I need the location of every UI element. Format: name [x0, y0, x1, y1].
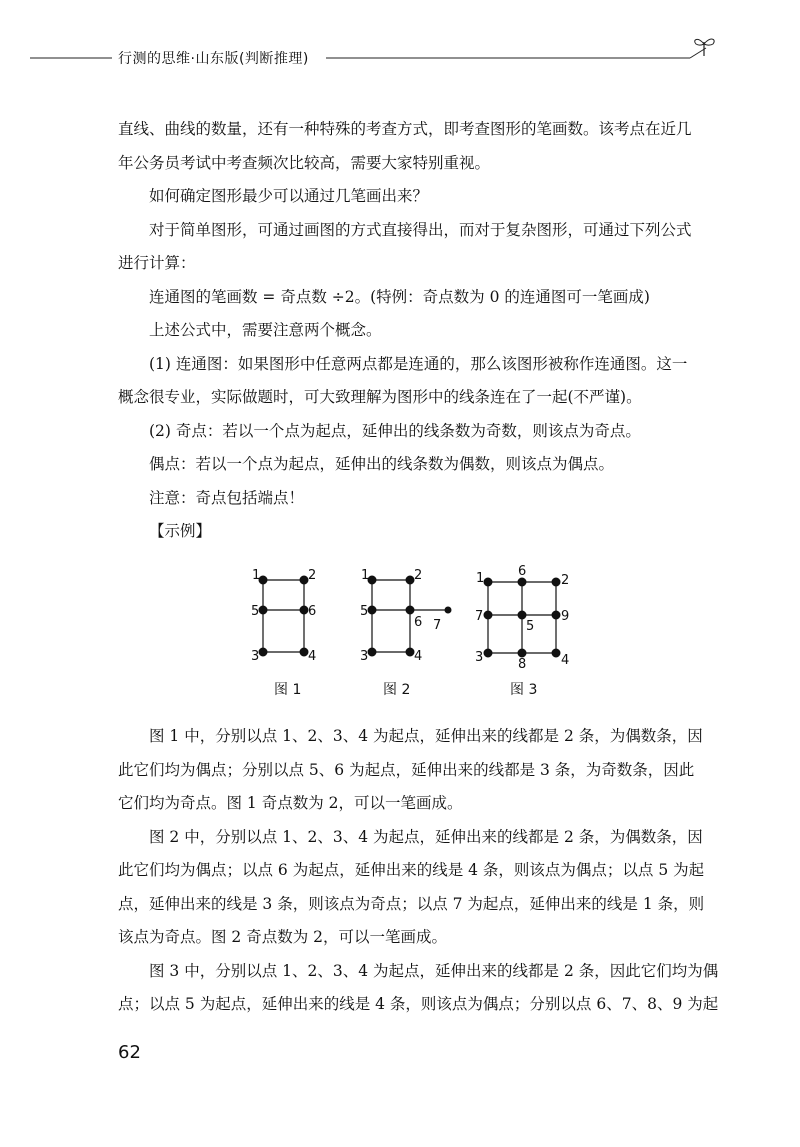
paragraph-line: 图 3 中，分别以点 1、2、3、4 为起点，延伸出来的线都是 2 条，因此它们均为偶	[149, 961, 719, 980]
node	[552, 578, 560, 586]
node-label: 4	[561, 653, 570, 668]
node-label: 5	[526, 619, 535, 634]
node-label: 6	[308, 604, 317, 619]
node	[259, 606, 267, 614]
node-label: 7	[433, 618, 442, 633]
node-label: 2	[414, 568, 423, 583]
header-title: 行测的思维·山东版(判断推理)	[118, 51, 309, 67]
node-label: 3	[475, 650, 484, 665]
node-label: 6	[518, 564, 527, 579]
node-label: 4	[308, 649, 317, 664]
node-label: 2	[308, 568, 317, 583]
node	[368, 606, 376, 614]
paragraph-line: 进行计算：	[118, 254, 196, 272]
node	[518, 611, 526, 619]
node	[552, 649, 560, 657]
figure-2	[360, 568, 451, 698]
paragraph-line: 该点为奇点。图 2 奇点数为 2，可以一笔画成。	[118, 928, 448, 946]
node-label: 1	[252, 568, 261, 583]
node	[406, 606, 414, 614]
figure-3	[475, 564, 569, 698]
paragraph-line: (2) 奇点：若以一个点为起点，延伸出的线条数为奇数，则该点为奇点。	[149, 421, 641, 440]
node-label: 9	[561, 609, 570, 624]
page-number: 62	[118, 1042, 141, 1063]
figure-1	[251, 568, 316, 698]
node	[259, 648, 267, 656]
running-header	[0, 40, 800, 80]
paragraph-line: 图 1 中，分别以点 1、2、3、4 为起点，延伸出来的线都是 2 条，为偶数条，因	[149, 727, 703, 745]
node	[484, 611, 492, 619]
paragraph-line: 图 2 中，分别以点 1、2、3、4 为起点，延伸出来的线都是 2 条，为偶数条，因	[149, 827, 703, 846]
body-text-bottom	[118, 720, 718, 1022]
paragraph-line: 此它们均为偶点；分别以点 5、6 为起点，延伸出来的线都是 3 条，为奇数条，因此	[118, 760, 695, 779]
node-label: 1	[361, 568, 370, 583]
paragraph-line: 点；以点 5 为起点，延伸出来的线是 4 条，则该点为偶点；分别以点 6、7、8、9 为起	[118, 995, 719, 1013]
node-label: 5	[360, 604, 369, 619]
node	[300, 606, 308, 614]
node-label: 5	[251, 604, 260, 619]
paragraph-line: 点，延伸出来的线是 3 条，则该点为奇点；以点 7 为起点，延伸出来的线是 1 条，则	[118, 894, 705, 913]
paragraph-line: 它们均为奇点。图 1 奇点数为 2，可以一笔画成。	[118, 794, 463, 812]
node-label: 6	[414, 615, 423, 630]
node	[518, 578, 526, 586]
node-label: 4	[414, 649, 423, 664]
paragraph-line: 年公务员考试中考查频次比较高，需要大家特别重视。	[118, 153, 491, 172]
formula-line: 连通图的笔画数 = 奇点数 ÷2。(特例：奇点数为 0 的连通图可一笔画成)	[149, 287, 650, 306]
node	[406, 648, 414, 656]
sprout-icon	[690, 34, 720, 58]
node	[368, 648, 376, 656]
body-text-top	[118, 113, 718, 549]
paragraph-line: 对于简单图形，可通过画图的方式直接得出，而对于复杂图形，可通过下列公式	[149, 220, 692, 239]
node	[484, 649, 492, 657]
node	[552, 611, 560, 619]
paragraph-line: 上述公式中，需要注意两个概念。	[149, 321, 382, 339]
figure-caption: 图 1	[274, 682, 302, 698]
node	[406, 576, 414, 584]
node-label: 3	[251, 649, 260, 664]
node	[300, 648, 308, 656]
example-heading: 【示例】	[149, 522, 212, 540]
figures-svg	[238, 560, 598, 710]
figure-caption: 图 3	[510, 682, 538, 698]
example-figures	[238, 560, 598, 710]
node-label: 7	[475, 609, 484, 624]
paragraph-line: (1) 连通图：如果图形中任意两点都是连通的，那么该图形被称作连通图。这一	[149, 354, 688, 373]
paragraph-line: 此它们均为偶点；以点 6 为起点，延伸出来的线是 4 条，则该点为偶点；以点 5 为起	[118, 861, 705, 879]
node-label: 2	[561, 573, 570, 588]
paragraph-line: 直线、曲线的数量，还有一种特殊的考查方式，即考查图形的笔画数。该考点在近几	[118, 120, 692, 138]
paragraph-line: 偶点：若以一个点为起点，延伸出的线条数为偶数，则该点为偶点。	[149, 455, 615, 473]
node	[518, 649, 526, 657]
paragraph-line: 注意：奇点包括端点！	[149, 488, 305, 507]
node-label: 8	[518, 657, 527, 672]
node-label: 1	[476, 571, 485, 586]
node	[484, 578, 492, 586]
paragraph-line: 概念很专业，实际做题时，可大致理解为图形中的线条连在了一起(不严谨)。	[118, 388, 642, 406]
figure-caption: 图 2	[383, 682, 411, 698]
node	[445, 607, 451, 613]
paragraph-line: 如何确定图形最少可以通过几笔画出来？	[149, 187, 429, 205]
node-label: 3	[360, 649, 369, 664]
node	[300, 576, 308, 584]
